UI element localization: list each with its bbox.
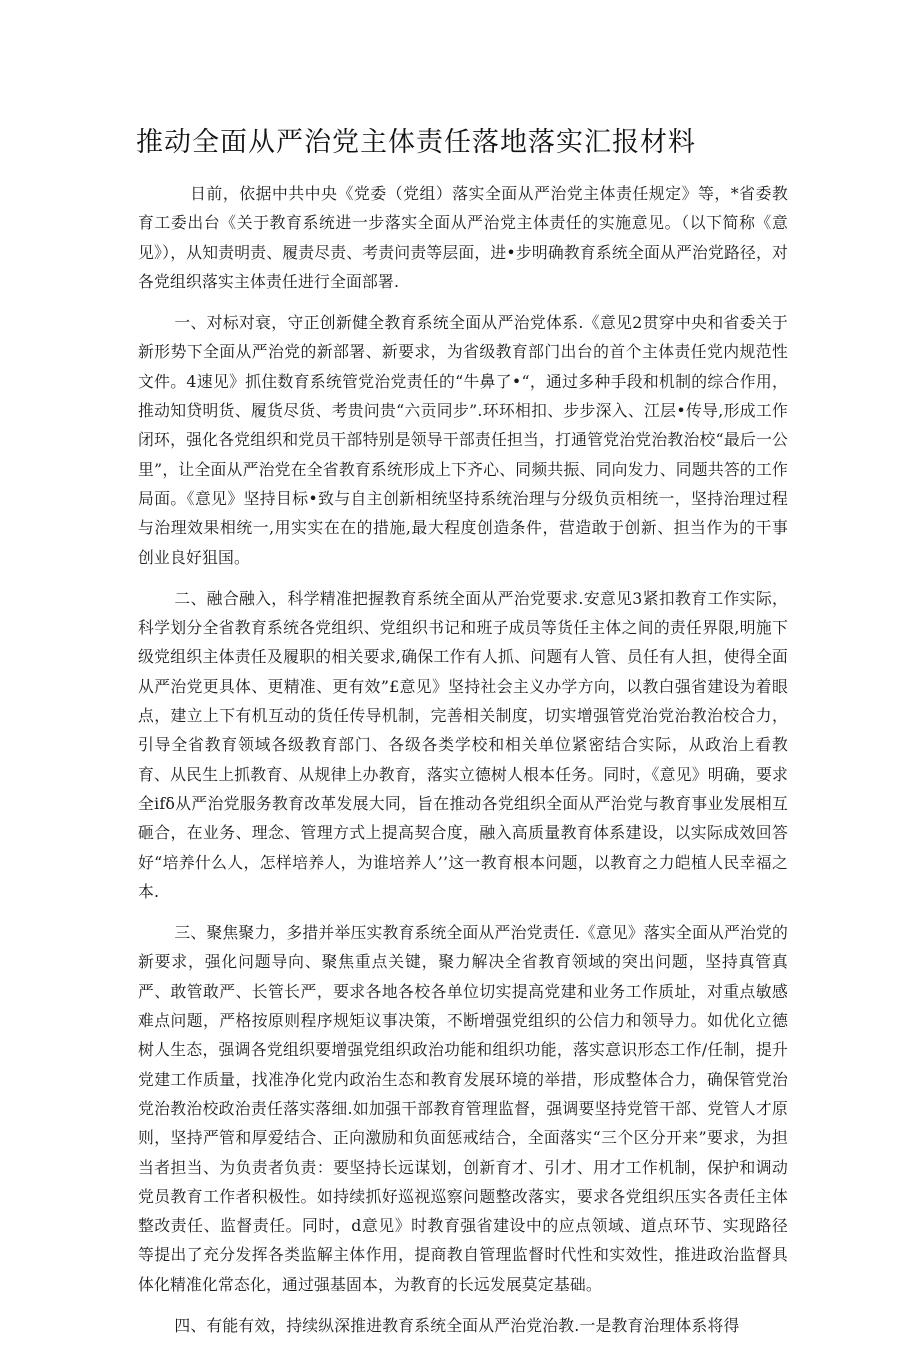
paragraph-section-4: 四、有能有效，持续纵深推进教育系统全面从严治党治教.一是教育治理体系将得 xyxy=(174,1315,740,1335)
paragraph-section-1: 一、对标对衰，守正创新健全教育系统全面从严治党体系.《意见2贯穿中央和省委关于新形势下全面从严治党的新部署、新要求，为省级教育部门出台的首个主体责任党内规范性文件。4速见》抓住数育系统管党治党责任的“牛鼻了•“，通过多种手段和机制的综合作用，推动知贷明货、履货尽货、考贵问贵“六贡同步”.环环相扣、步步深入、江层•传导,形成工作闭环，强化各党组织和党员干部特别是领导干部责任担当，打通管党治党治教治校“最后一公里”，让全面从严治党在全省教育系统形成上下齐心、同频共振、同向发力、同题共答的工作局面。《意见》坚持目标•致与自主创新相统坚持系统治理与分级负贡相统一，坚持治理过程与治理效果相统一,用实实在在的措施,最大程度创造条件，营造敢于创新、担当作为的干事创业良好狙国。 xyxy=(138,313,788,567)
paragraph-section-2: 二、融合融入，科学精准把握教育系统全面从严治党要求.安意见3紧扣教育工作实际，科学划分全省教育系统各党组织、党组织书记和班子成员等货任主体之间的责任界限,明施下级党组织主体责任及履职的相关要求,确保工作有人抓、问题有人管、员任有人担，使得全面从严治党更具体、更精准、更有效”£意见》坚持社会主义办学方向，以教白强省建设为着眼点，建立上下有机互动的货任传导机制，完善相关制度，切实增强管党治党治教治校合力，引导全省教育领域各级教育部门、各级各类学校和相关单位紧密结合实际，从政治上看教育、从民生上抓教育、从规律上办教育，落实立德树人根本任务。同时，《意见》明确，要求全ifδ从严治党服务教育改革发展大同，旨在推动各党组织全面从严治党与教育事业发展相互砸合，在业务、理念、管理方式上提高契合度，融入高质量教育体系建设，以实际成效回答好“培养什么人，怎样培养人，为谁培养人’’这一教育根本问题，以教育之力皑植人民幸福之本. xyxy=(138,588,788,901)
paragraph-section-3: 三、聚焦聚力，多措并举压实教育系统全面从严治党责任.《意见》落实全面从严治党的新要求，强化问题导向、聚焦重点关键，聚力解决全省教育领域的突出问题，坚持真管真严、敢管敢严、长管长严，要求各地各校各单位切实提高党建和业务工作质址，对重点敏感难点问题，严格按原则程序规矩议事决策，不断增强党组织的公信力和领导力。如优化立德树人生态，强调各党组织要增强党组织政治功能和组织功能，落实意识形态工作/任制，提升党建工作质量，找准净化党内政治生态和教育发展环境的举措，形成整体合力，确保管党治党治教治校政治责任落实落细.如加强干部教育管理监督，强调要坚持党管干部、党管人才原则，坚持严管和厚爱结合、正向激励和负面惩戒结合，全面落实“三个区分开来”要求，为担当者担当、为负责者负责：要坚持长远谋划，创新育才、引才、用才工作机制，保护和调动党员教育工作者积极性。如持续抓好巡视巡察问题整改落实，要求各党组织压实各责任主体整改责任、监督责任。同时，d意见》时教育强省建设中的应点领域、道点环节、实现路径等提出了充分发挥各类监解主体作用，提商教自管理监督时代性和实效性，推进政治监督具体化精准化常态化，通过强基固本，为教育的长远发展莫定基础。 xyxy=(138,923,788,1294)
paragraph-intro: 日前，依据中共中央《党委（党组）落实全面从严治党主体责任规定》等，*省委教育工委出台《关于教育系统进一步落实全面从严治党主体责任的实施意见。（以下简称《意见》），从知责明责、履责尽责、考责问责等层面，进•步明确教育系统全面从严治党路径，对各党组织落实主体责任进行全面部署. xyxy=(138,184,788,291)
document-title: 推动全面从严治党主体责任落地落实汇报材料 xyxy=(136,127,696,158)
document-body xyxy=(138,179,788,1352)
